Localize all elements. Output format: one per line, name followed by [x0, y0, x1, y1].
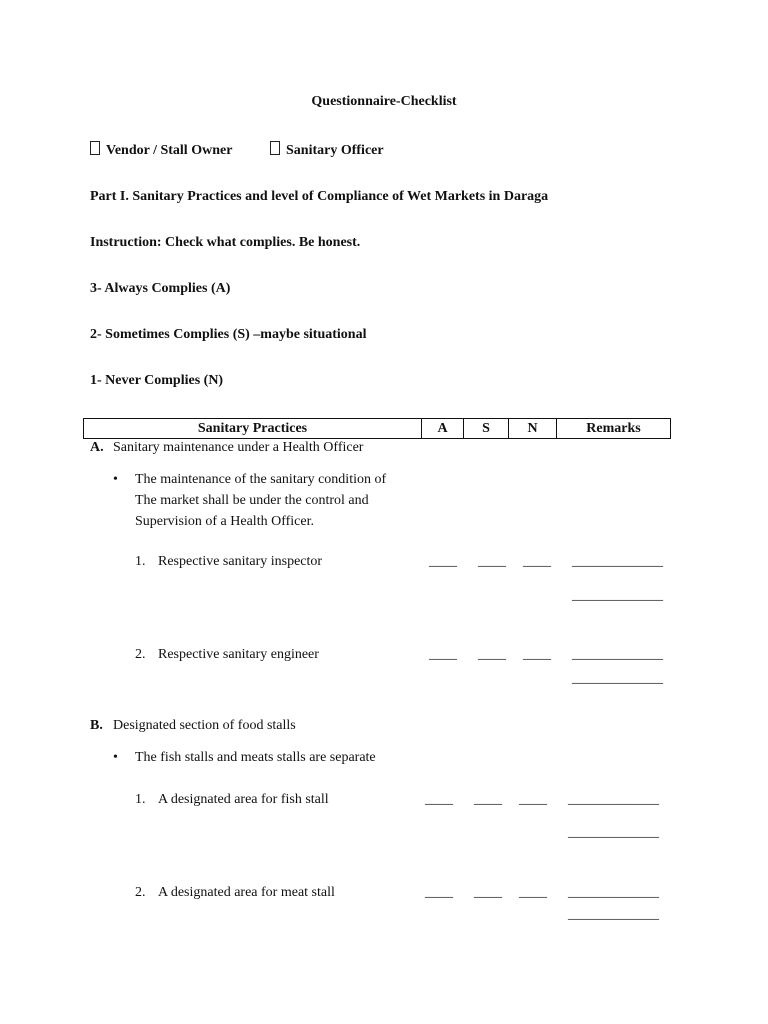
header-n: N	[509, 419, 557, 439]
header-s: S	[464, 419, 509, 439]
header-remarks: Remarks	[557, 419, 671, 439]
section-a-letter: A.	[90, 440, 104, 455]
section-b-bullet	[135, 749, 376, 767]
scale-never: 1- Never Complies (N)	[90, 373, 224, 388]
scale-always: 3- Always Complies (A)	[90, 281, 231, 296]
blank-remarks[interactable]: _____________	[568, 885, 659, 900]
instruction: Instruction: Check what complies. Be honest.	[90, 235, 361, 250]
blank-remarks[interactable]: _____________	[572, 588, 663, 603]
item-text: Respective sanitary engineer	[158, 647, 319, 662]
blank-n[interactable]: ____	[523, 647, 551, 662]
section-b-letter: B.	[90, 718, 103, 733]
blank-remarks[interactable]: _____________	[568, 792, 659, 807]
item-text: A designated area for fish stall	[158, 792, 329, 807]
header-a: A	[422, 419, 464, 439]
respondent-officer[interactable]	[270, 141, 384, 160]
respondent-vendor[interactable]	[90, 141, 232, 160]
section-b-title: Designated section of food stalls	[113, 718, 296, 733]
respondent-officer-label: Sanitary Officer	[286, 143, 384, 158]
blank-remarks[interactable]: _____________	[568, 825, 659, 840]
checkbox-icon[interactable]	[90, 141, 100, 155]
item-num: 1.	[135, 554, 146, 569]
bullet-line: • The maintenance of the sanitary condition of	[135, 471, 386, 489]
page-title: Questionnaire-Checklist	[311, 94, 457, 109]
blank-n[interactable]: ____	[523, 554, 551, 569]
blank-a[interactable]: ____	[429, 554, 457, 569]
blank-a[interactable]: ____	[429, 647, 457, 662]
blank-s[interactable]: ____	[478, 647, 506, 662]
section-a-bullet	[135, 471, 386, 531]
blank-remarks[interactable]: _____________	[572, 554, 663, 569]
item-text: A designated area for meat stall	[158, 885, 335, 900]
blank-a[interactable]: ____	[425, 885, 453, 900]
blank-s[interactable]: ____	[474, 792, 502, 807]
blank-n[interactable]: ____	[519, 792, 547, 807]
blank-n[interactable]: ____	[519, 885, 547, 900]
bullet-line: Supervision of a Health Officer.	[135, 514, 314, 529]
blank-s[interactable]: ____	[474, 885, 502, 900]
checkbox-icon[interactable]	[270, 141, 280, 155]
scale-sometimes: 2- Sometimes Complies (S) –maybe situational	[90, 327, 367, 342]
blank-remarks[interactable]: _____________	[568, 907, 659, 922]
checklist-header	[83, 418, 671, 439]
blank-s[interactable]: ____	[478, 554, 506, 569]
part-title: Part I. Sanitary Practices and level of Compliance of Wet Markets in Daraga	[90, 189, 549, 204]
bullet-line: • The fish stalls and meats stalls are separate	[135, 749, 376, 767]
blank-a[interactable]: ____	[425, 792, 453, 807]
blank-remarks[interactable]: _____________	[572, 647, 663, 662]
item-text: Respective sanitary inspector	[158, 554, 323, 569]
bullet-line: The market shall be under the control and	[135, 493, 369, 508]
item-num: 1.	[135, 792, 146, 807]
blank-remarks[interactable]: _____________	[572, 671, 663, 686]
header-practices: Sanitary Practices	[84, 419, 422, 439]
item-num: 2.	[135, 647, 146, 662]
section-a-title: Sanitary maintenance under a Health Officer	[113, 440, 364, 455]
item-num: 2.	[135, 885, 146, 900]
respondent-vendor-label: Vendor / Stall Owner	[106, 143, 233, 158]
